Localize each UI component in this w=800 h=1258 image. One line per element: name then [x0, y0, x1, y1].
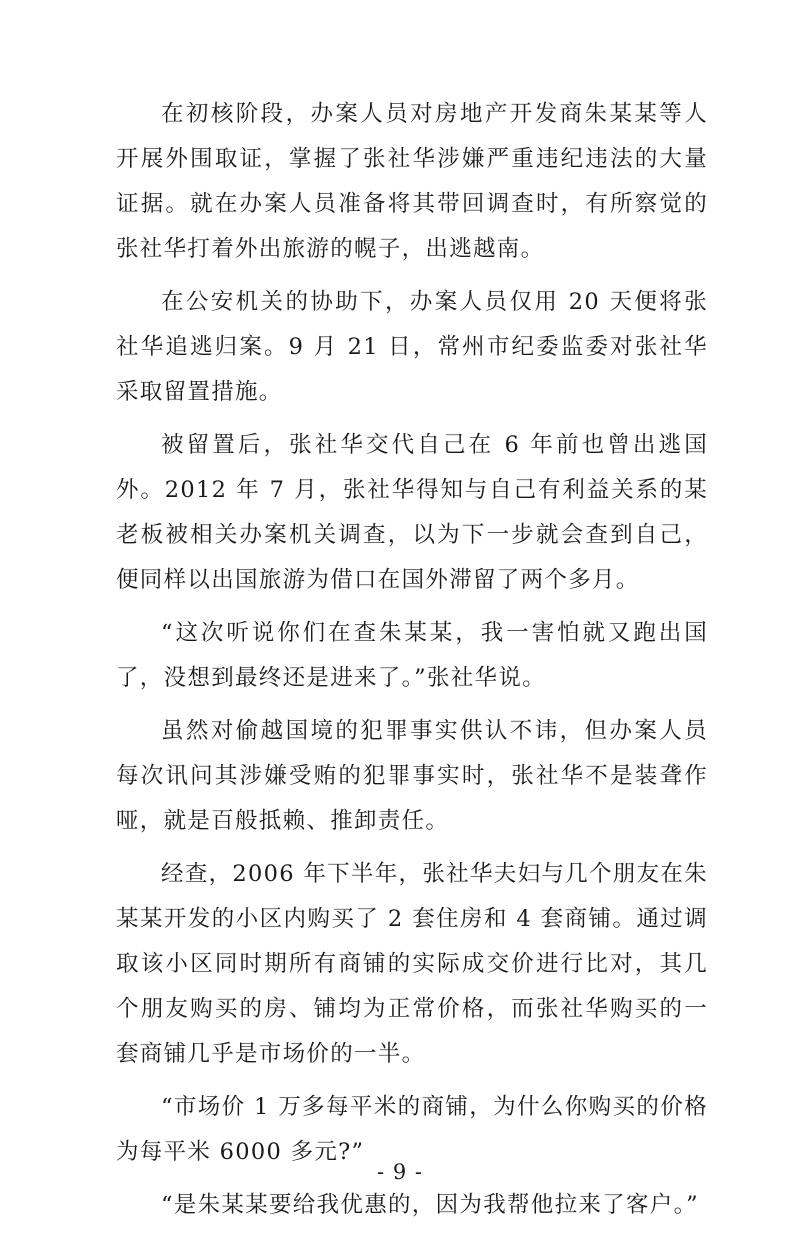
paragraph: “市场价 1 万多每平米的商铺，为什么你购买的价格为每平米 6000 多元?” — [116, 1094, 708, 1165]
body-text — [116, 92, 708, 1236]
paragraph: 被留置后，张社华交代自己在 6 年前也曾出逃国外。2012 年 7 月，张社华得知与自己有利益关系的某老板被相关办案机关调查，以为下一步就会查到自己，便同样以出国旅游为借口在国外滞留了两个多月。 — [116, 432, 708, 593]
paragraph: 经查，2006 年下半年，张社华夫妇与几个朋友在朱某某开发的小区内购买了 2 套住房和 4 套商铺。通过调取该小区同时期所有商铺的实际成交价进行比对，其几个朋友购买的房、铺均为正常价格，而张社华购买的一套商铺几乎是市场价的一半。 — [116, 861, 708, 1067]
paragraph: 在公安机关的协助下，办案人员仅用 20 天便将张社华追逃归案。9 月 21 日，常州市纪委监委对张社华采取留置措施。 — [116, 289, 708, 405]
paragraph: “是朱某某要给我优惠的，因为我帮他拉来了客户。” — [161, 1192, 699, 1218]
page-number: - 9 - — [377, 1160, 423, 1184]
paragraph: 在初核阶段，办案人员对房地产开发商朱某某等人开展外围取证，掌握了张社华涉嫌严重违纪违法的大量证据。就在办案人员准备将其带回调查时，有所察觉的张社华打着外出旅游的幌子，出逃越南。 — [116, 101, 708, 262]
paragraph: 虽然对偷越国境的犯罪事实供认不讳，但办案人员每次讯问其涉嫌受贿的犯罪事实时，张社华不是装聋作哑，就是百般抵赖、推卸责任。 — [116, 718, 708, 834]
paragraph: “这次听说你们在查朱某某，我一害怕就又跑出国了，没想到最终还是进来了。”张社华说。 — [116, 620, 708, 691]
